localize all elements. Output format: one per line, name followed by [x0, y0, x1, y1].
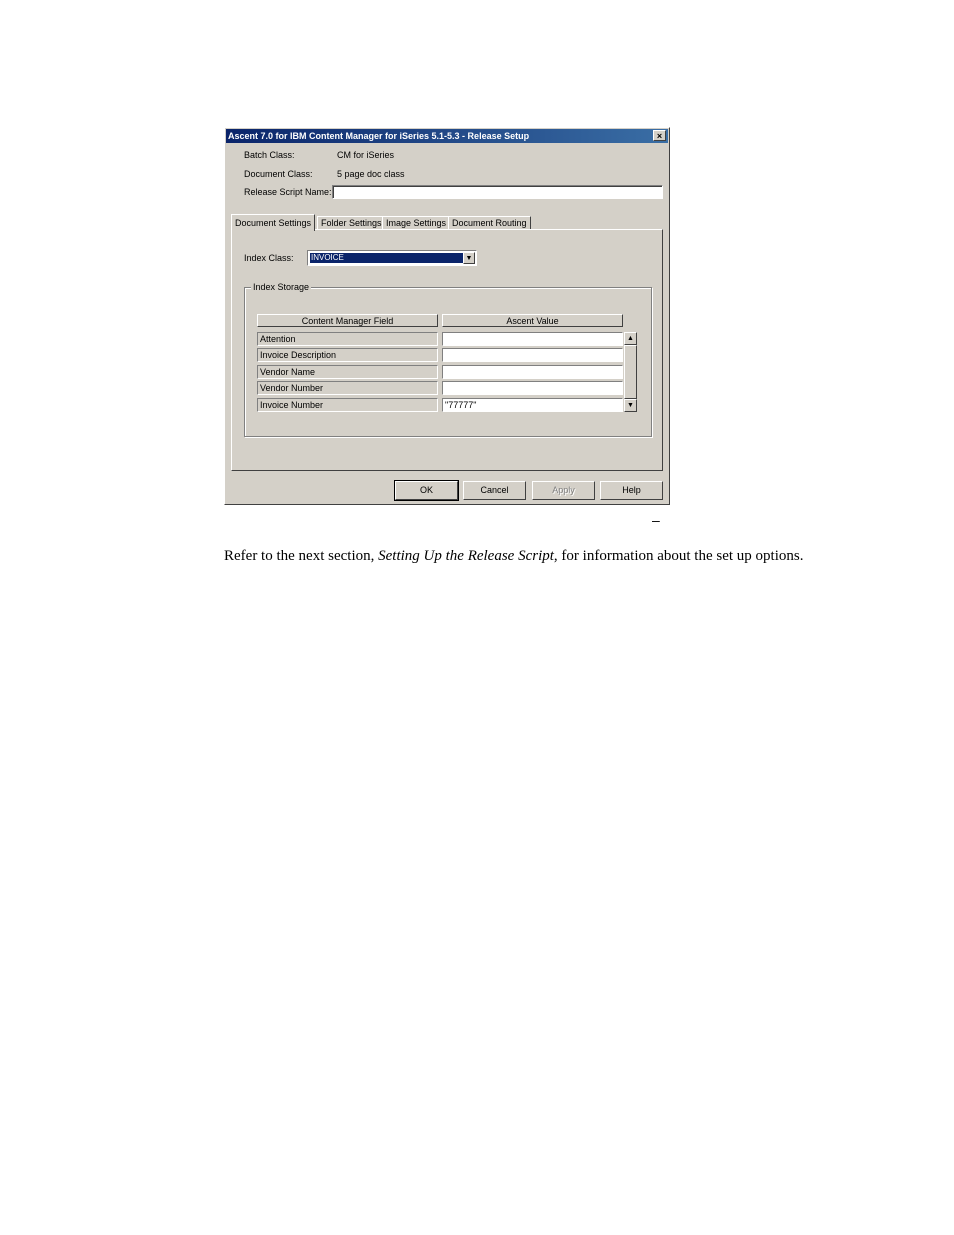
dialog-title: Ascent 7.0 for IBM Content Manager for iSeries 5.1-5.3 - Release Setup — [228, 131, 530, 141]
document-settings-panel — [231, 229, 663, 471]
paragraph-text-after: , for information about the set up options. — [553, 548, 804, 564]
ok-button[interactable]: OK — [395, 481, 458, 500]
table-row-value-input[interactable] — [442, 381, 623, 395]
release-setup-dialog — [224, 127, 670, 505]
tab-document-routing[interactable]: Document Routing — [448, 216, 531, 230]
scroll-down-icon[interactable]: ▼ — [624, 399, 637, 412]
scroll-up-icon[interactable]: ▲ — [624, 332, 637, 345]
document-class-label: Document Class: — [244, 169, 313, 179]
dialog-titlebar — [226, 129, 668, 143]
table-row-field: Vendor Number — [257, 381, 438, 395]
tab-image-settings[interactable]: Image Settings — [382, 216, 450, 230]
column-header-content-manager-field: Content Manager Field — [257, 314, 438, 327]
close-icon[interactable]: × — [653, 130, 666, 141]
table-row-value-input[interactable]: "77777" — [442, 398, 623, 412]
index-class-select[interactable] — [307, 250, 477, 266]
batch-class-label: Batch Class: — [244, 150, 295, 160]
table-row-field: Vendor Name — [257, 365, 438, 379]
tab-document-settings[interactable]: Document Settings — [231, 214, 315, 231]
release-script-name-input[interactable] — [332, 185, 663, 199]
table-row-value-input[interactable] — [442, 365, 623, 379]
index-class-label: Index Class: — [244, 253, 294, 263]
document-class-value: 5 page doc class — [337, 169, 405, 179]
column-header-ascent-value: Ascent Value — [442, 314, 623, 327]
tab-folder-settings[interactable]: Folder Settings — [317, 216, 386, 230]
body-paragraph — [224, 546, 824, 566]
index-storage-group — [244, 282, 652, 437]
table-row-field: Attention — [257, 332, 438, 346]
section-reference: Setting Up the Release Script — [378, 548, 554, 564]
paragraph-text-before: Refer to the next section, — [224, 548, 379, 564]
scroll-thumb[interactable] — [624, 345, 637, 399]
table-row-field: Invoice Number — [257, 398, 438, 412]
chevron-down-icon[interactable]: ▼ — [463, 252, 475, 264]
batch-class-value: CM for iSeries — [337, 150, 395, 160]
table-scrollbar[interactable] — [624, 332, 637, 412]
table-row-value-input[interactable] — [442, 332, 623, 346]
apply-button[interactable]: Apply — [532, 481, 595, 500]
release-script-name-label: Release Script Name: — [244, 187, 332, 197]
index-storage-label: Index Storage — [253, 282, 310, 292]
table-row-value-input[interactable] — [442, 348, 623, 362]
index-class-value: INVOICE — [310, 253, 463, 263]
cancel-button[interactable]: Cancel — [463, 481, 526, 500]
table-row-field: Invoice Description — [257, 348, 438, 362]
help-button[interactable]: Help — [600, 481, 663, 500]
caption-mark: – — [652, 512, 660, 528]
